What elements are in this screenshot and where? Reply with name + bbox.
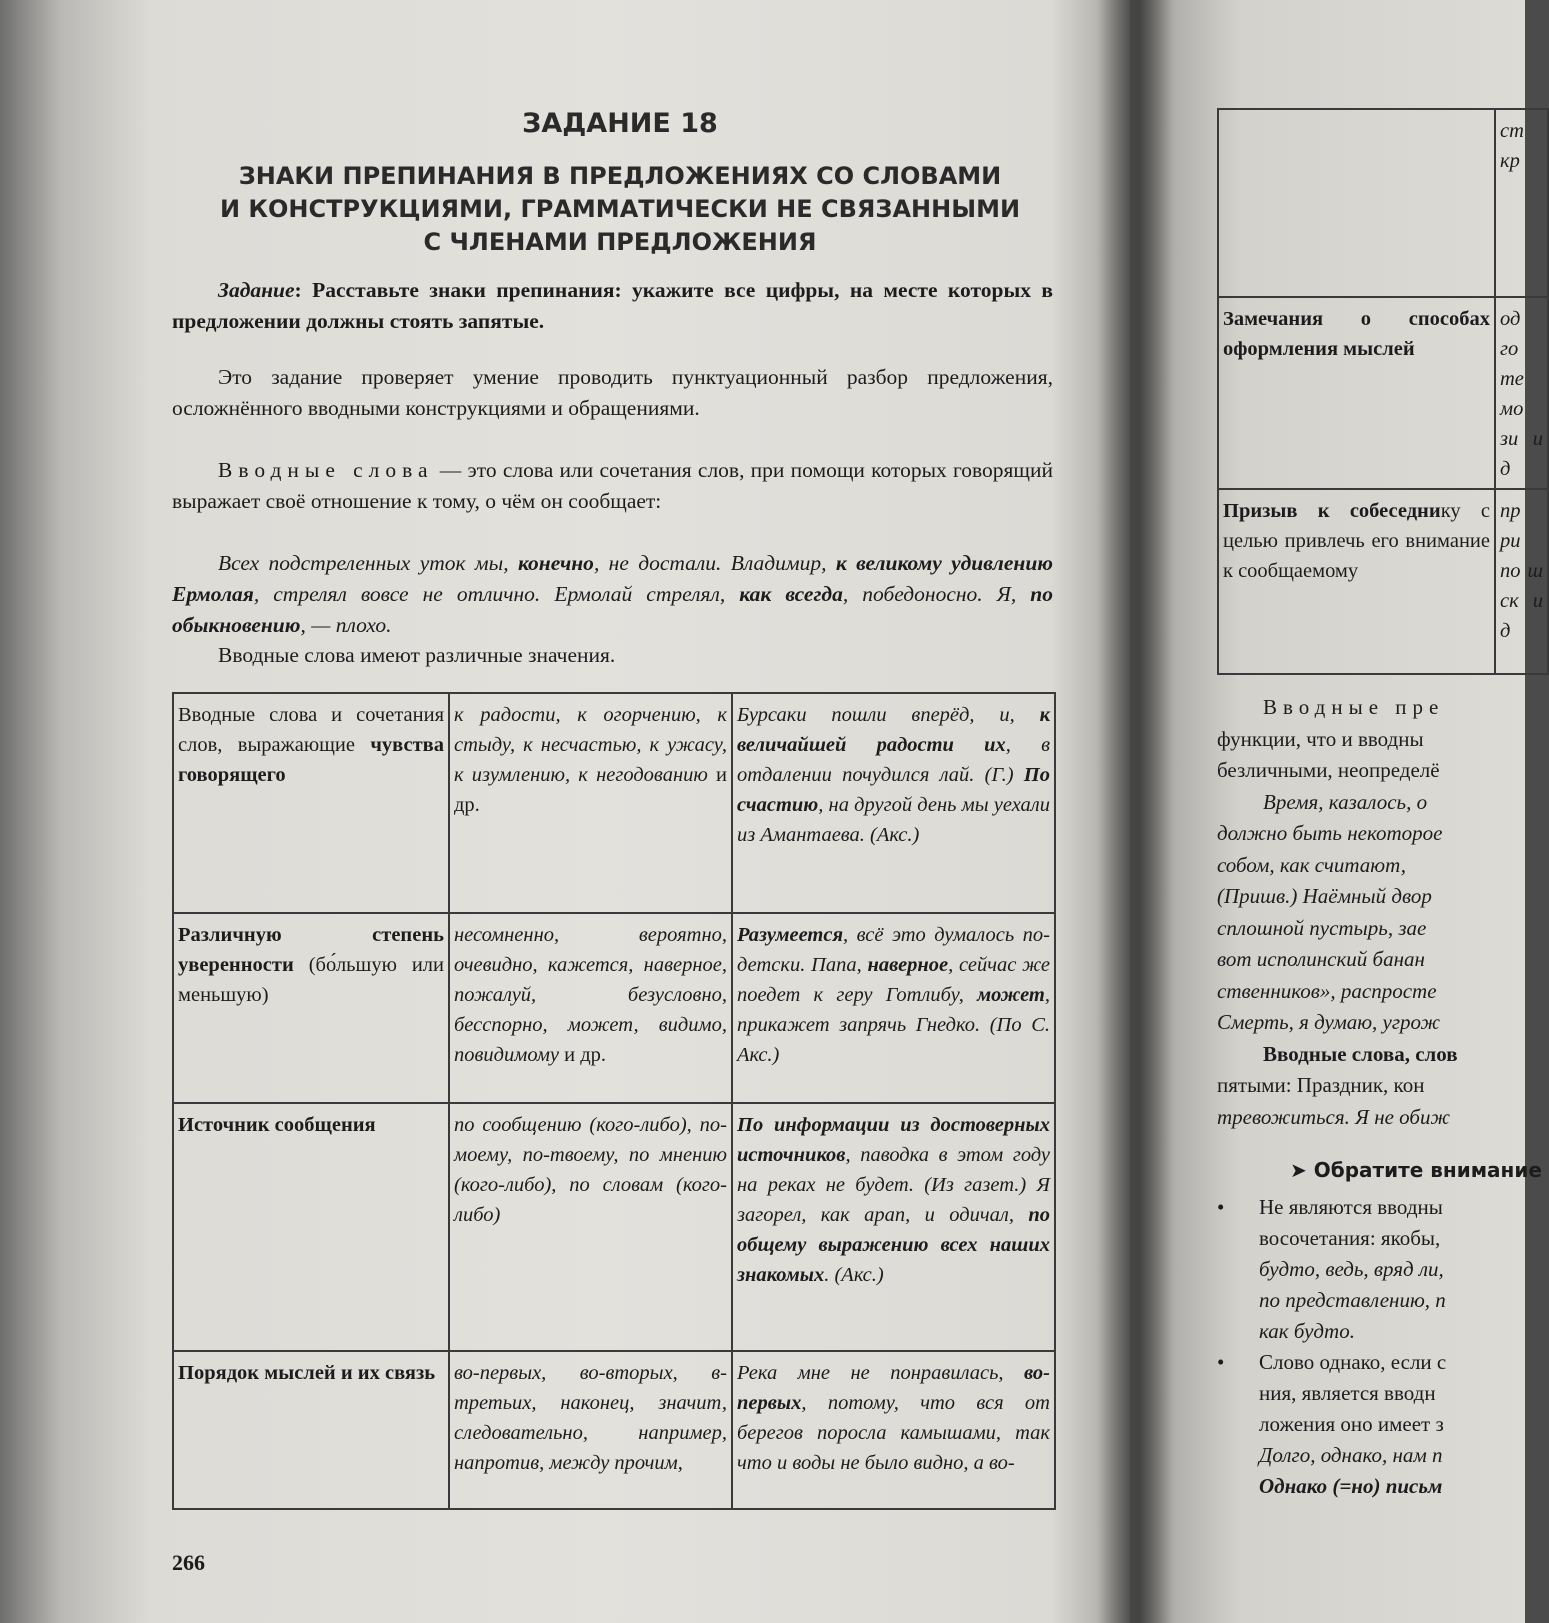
cell-bold-text: По счастию: [737, 764, 1050, 816]
cell-text: к радости, к огорчению, к стыду, к несчастью, к ужасу, к изумлению, к негодованию: [454, 704, 727, 786]
cell-text: , всё это думалось по-детски. Папа,: [737, 924, 1050, 976]
table-cell-meaning: [173, 1351, 449, 1509]
table-cell-words: [449, 1103, 732, 1351]
definition-term: Вводные слова: [218, 458, 434, 482]
text-line: вот исполинский банан: [1217, 947, 1425, 971]
meanings-text: Вводные слова имеют различные значения.: [218, 643, 616, 667]
list-item: [1217, 1192, 1547, 1347]
right-text-block: [1217, 692, 1547, 1133]
example-intro-word: к великому удивлению Ермолая: [172, 551, 1053, 606]
cell-text: несомненно, вероятно, очевидно, кажется, наверное, пожалуй, безусловно, бесспорно, может, видимо, повидимому: [454, 924, 727, 1066]
title-line: С ЧЛЕНАМИ ПРЕДЛОЖЕНИЯ: [423, 228, 817, 256]
task-heading: ЗАДАНИЕ 18: [522, 108, 718, 139]
text-line: должно быть некоторое: [1217, 821, 1443, 845]
assignment-text: : Расставьте знаки препинания: укажите все цифры, на месте которых в предложении должны стоять запятые.: [172, 278, 1053, 333]
table-cell-meaning: [1218, 109, 1495, 297]
text-line: безличными, неопределё: [1217, 758, 1440, 782]
cell-bold-text: по общему выражению всех наших знакомых: [737, 1204, 1050, 1286]
text-line: собом, как считают,: [1217, 852, 1407, 877]
cell-bold-text: Различную степень: [178, 924, 444, 946]
bullet-line: Долго, однако, нам п: [1259, 1443, 1443, 1467]
bullet-line: будто, ведь, вряд ли,: [1259, 1257, 1444, 1281]
example-text: , стрелял вовсе не отлично. Ермолай стрелял,: [253, 582, 740, 606]
table-row: [1218, 489, 1548, 674]
table-cell-words: [449, 913, 732, 1103]
section-title: [175, 160, 1065, 259]
table-cell-meaning: [173, 913, 449, 1103]
text-line: сплошной пустырь, зае: [1217, 915, 1427, 940]
bullet-line: ния, является вводн: [1259, 1381, 1436, 1405]
example-text: , — плохо.: [300, 613, 392, 637]
example-text: , не достали. Владимир,: [593, 551, 836, 575]
intro-paragraph: [172, 362, 1053, 424]
bullet-icon: •: [1217, 1350, 1225, 1374]
bullet-icon: •: [1217, 1195, 1225, 1219]
text-line: Вводные пре: [1263, 695, 1445, 719]
cell-text: . (Акс.): [824, 1264, 884, 1286]
examples-paragraph: [172, 548, 1053, 641]
cell-suffix: и др.: [454, 764, 727, 816]
text-line: тревожиться. Я не обиж: [1217, 1104, 1450, 1129]
example-text: , победоносно. Я,: [842, 582, 1031, 606]
table-cell-words: [449, 693, 732, 913]
assignment-paragraph: [172, 275, 1053, 337]
bullet-line: восочетания: якобы,: [1259, 1226, 1441, 1250]
table-row: [173, 1351, 1055, 1509]
assignment-label: Задание: [218, 278, 295, 302]
example-intro-word: как всегда: [739, 582, 843, 606]
text-line: (Пришв.) Наёмный двор: [1217, 884, 1432, 908]
right-page: [1130, 0, 1543, 1623]
table-cell-example: [732, 913, 1055, 1103]
cell-text: ку с целью привлечь его внимание к сообщаемому: [1223, 500, 1490, 582]
text-line: Вводные слова, слов: [1263, 1041, 1458, 1066]
cell-text: по сообщению (кого-либо), по-моему, по-твоему, по мнению (кого-либо), по словам (кого-либо): [454, 1114, 727, 1226]
cell-text: во-первых, во-вторых, в-третьих, наконец, значит, следовательно, например, напротив, между прочим,: [454, 1362, 727, 1474]
bullet-line: Слово однако, если с: [1259, 1350, 1447, 1374]
right-table: [1217, 108, 1549, 675]
bullet-line: Не являются вводны: [1259, 1195, 1443, 1219]
bullet-line: Однако (=но) письм: [1259, 1474, 1443, 1498]
notice-heading: ➤ Обратите внимание: [1290, 1158, 1542, 1182]
cell-suffix: и др.: [559, 1044, 607, 1066]
text-line: пятыми: Праздник, кон: [1217, 1073, 1425, 1097]
table-row: [173, 1103, 1055, 1351]
table-row: [1218, 109, 1548, 297]
text-line: функции, что и вводны: [1217, 726, 1424, 751]
example-intro-word: конечно: [517, 551, 594, 575]
text-line: Время, казалось, о: [1263, 789, 1428, 814]
cell-bold-text: наверное: [867, 954, 949, 976]
book-gutter: [1095, 0, 1175, 1623]
cell-text: , прикажет запрячь Гнедко. (По С. Акс.): [737, 984, 1050, 1066]
table-cell-meaning: [173, 1103, 449, 1351]
cell-bold-text: По информации из достоверных источников: [737, 1114, 1050, 1166]
bullet-list: [1217, 1192, 1547, 1502]
cell-text: , в отдалении почудился лай. (Г.): [737, 734, 1050, 786]
cell-text: , на другой день мы уехали из Амантаева. (Акс.): [737, 794, 1050, 846]
definition-paragraph: [172, 455, 1053, 517]
title-line: И КОНСТРУКЦИЯМИ, ГРАММАТИЧЕСКИ НЕ СВЯЗАННЫМИ: [219, 195, 1021, 223]
table-cell-words: од го те мо зи и д: [1495, 297, 1548, 489]
cell-text: Вводные слова и сочетания слов, выражающие: [178, 704, 444, 756]
cell-text: Бурсаки пошли вперёд, и,: [737, 704, 1040, 726]
text-line: Смерть, я думаю, угрож: [1217, 1010, 1441, 1034]
table-cell-words: [449, 1351, 732, 1509]
table-cell-words: ст кр: [1495, 109, 1548, 297]
bullet-line: по представлению, п: [1259, 1288, 1446, 1312]
text-line: ственников», распросте: [1217, 978, 1437, 1003]
example-intro-word: по обыкновению: [172, 582, 1053, 637]
cell-bold-text: Источник сообщения: [178, 1114, 376, 1136]
list-item: [1217, 1347, 1547, 1502]
cell-text: (бо́льшую или меньшую): [178, 954, 444, 1006]
cell-bold-text: Порядок мыслей и их связь: [178, 1362, 436, 1384]
example-text: Всех подстреленных уток мы,: [218, 551, 518, 575]
cell-text: , потому, что вся от берегов поросла камышами, так что и воды не было видно, а во-: [737, 1392, 1050, 1474]
table-cell-meaning: [1218, 489, 1495, 674]
table-row: [173, 913, 1055, 1103]
bullet-line: ложения оно имеет з: [1259, 1412, 1444, 1436]
cell-bold-text: может: [977, 984, 1045, 1006]
cell-bold-text: во-первых: [737, 1362, 1050, 1414]
bullet-line: как будто.: [1259, 1319, 1355, 1343]
table-cell-example: [732, 1351, 1055, 1509]
intro-text: Это задание проверяет умение проводить пунктуационный разбор предложения, осложнённого вводными конструкциями и обращениями.: [172, 365, 1053, 420]
cell-text: , паводка в этом году на реках не будет. (Из газет.) Я загорел, как арап, и одичал,: [737, 1144, 1050, 1226]
cell-text: Река мне не понравилась,: [737, 1362, 1025, 1384]
table-cell-meaning: [173, 693, 449, 913]
cell-bold-text: уверенности: [178, 954, 294, 976]
table-row: [1218, 297, 1548, 489]
cell-bold-text: чувства говорящего: [178, 734, 444, 786]
definition-text: — это слова или сочетания слов, при помощи которых говорящий выражает своё отношение к тому, о чём он сообщает:: [172, 458, 1054, 513]
meanings-line: [172, 640, 1053, 671]
table-cell-meaning: Замечания о способах оформления мыслей: [1218, 297, 1495, 489]
cell-bold-text: Призыв к собеседни: [1223, 500, 1441, 522]
table-row: [173, 693, 1055, 913]
cell-text: , сейчас же поедет к геру Готлибу,: [737, 954, 1051, 1006]
cell-bold-text: Разумеется: [737, 924, 844, 946]
meanings-table: [172, 692, 1056, 1510]
page-number: 266: [172, 1550, 205, 1575]
cell-bold-text: к величайшей радости их: [737, 704, 1050, 756]
table-cell-example: [732, 1103, 1055, 1351]
title-line: ЗНАКИ ПРЕПИНАНИЯ В ПРЕДЛОЖЕНИЯХ СО СЛОВАМИ: [238, 162, 1002, 190]
table-cell-words: пр ри по ш ск и д: [1495, 489, 1548, 674]
table-cell-example: [732, 693, 1055, 913]
